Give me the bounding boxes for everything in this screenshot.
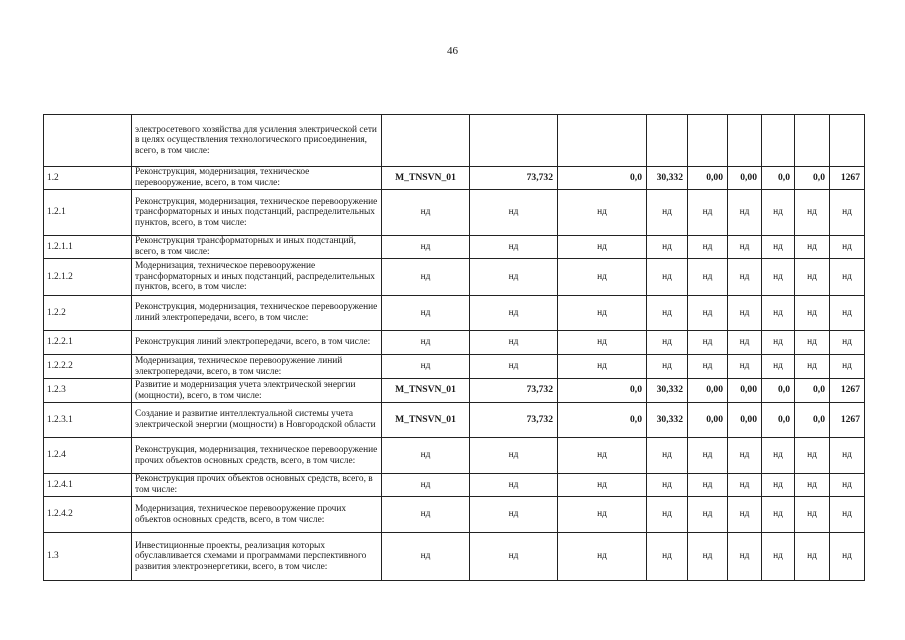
value-cell: 0,00	[728, 403, 762, 438]
value-cell: нд	[830, 474, 865, 497]
value-cell: нд	[558, 474, 647, 497]
row-code-cell: 1.2.2.1	[44, 331, 132, 355]
value-cell: нд	[688, 438, 728, 474]
value-cell: 1267	[830, 167, 865, 190]
value-cell: 0,0	[558, 403, 647, 438]
value-cell: нд	[470, 355, 558, 379]
table-row	[44, 438, 865, 474]
row-code-cell: 1.2.1.1	[44, 236, 132, 259]
value-cell: нд	[382, 259, 470, 296]
value-cell: нд	[558, 438, 647, 474]
value-cell	[688, 115, 728, 167]
row-name-cell: Реконструкция прочих объектов основных средств, всего, в том числе:	[132, 474, 382, 497]
row-code-cell: 1.2.1	[44, 190, 132, 236]
row-name-cell: Модернизация, техническое перевооружение трансформаторных и иных подстанций, распределительных пунктов, всего, в том числе:	[132, 259, 382, 296]
value-cell: нд	[762, 190, 795, 236]
value-cell: нд	[762, 296, 795, 331]
value-cell: нд	[762, 474, 795, 497]
value-cell: нд	[795, 296, 830, 331]
value-cell: нд	[830, 331, 865, 355]
table-row	[44, 259, 865, 296]
row-code-cell: 1.2.3.1	[44, 403, 132, 438]
row-name-cell: Реконструкция, модернизация, техническое перевооружение линий электропередачи, всего, в том числе:	[132, 296, 382, 331]
table-body	[44, 115, 865, 581]
value-cell: нд	[728, 438, 762, 474]
value-cell: нд	[470, 236, 558, 259]
row-name-cell: Инвестиционные проекты, реализация которых обуславливается схемами и программами перспективного развития электроэнергетики, всего, в том числе:	[132, 533, 382, 581]
value-cell: нд	[688, 355, 728, 379]
value-cell: нд	[558, 190, 647, 236]
value-cell: нд	[688, 236, 728, 259]
value-cell: нд	[728, 497, 762, 533]
value-cell: нд	[558, 533, 647, 581]
row-name-cell: Создание и развитие интеллектуальной системы учета электрической энергии (мощности) в Новгородской области	[132, 403, 382, 438]
value-cell: M_TNSVN_01	[382, 167, 470, 190]
value-cell: нд	[647, 497, 688, 533]
value-cell: нд	[470, 190, 558, 236]
value-cell: нд	[795, 355, 830, 379]
value-cell: нд	[382, 497, 470, 533]
value-cell: нд	[470, 474, 558, 497]
value-cell: нд	[830, 533, 865, 581]
value-cell	[470, 115, 558, 167]
value-cell: нд	[382, 438, 470, 474]
row-code-cell: 1.3	[44, 533, 132, 581]
value-cell: нд	[470, 296, 558, 331]
value-cell: 1267	[830, 379, 865, 403]
value-cell: нд	[830, 236, 865, 259]
table-row	[44, 379, 865, 403]
value-cell: нд	[688, 474, 728, 497]
value-cell: 0,0	[558, 379, 647, 403]
value-cell: нд	[558, 355, 647, 379]
value-cell: нд	[728, 296, 762, 331]
table-row	[44, 167, 865, 190]
table-row	[44, 355, 865, 379]
value-cell: нд	[830, 438, 865, 474]
value-cell: 0,0	[762, 403, 795, 438]
row-code-cell: 1.2.2.2	[44, 355, 132, 379]
table-row	[44, 296, 865, 331]
value-cell: нд	[558, 331, 647, 355]
value-cell	[795, 115, 830, 167]
value-cell: нд	[762, 438, 795, 474]
value-cell: нд	[688, 259, 728, 296]
value-cell: M_TNSVN_01	[382, 403, 470, 438]
table-row	[44, 474, 865, 497]
row-code-cell: 1.2.1.2	[44, 259, 132, 296]
value-cell: нд	[795, 190, 830, 236]
value-cell: 30,332	[647, 403, 688, 438]
value-cell: нд	[728, 355, 762, 379]
value-cell: нд	[688, 331, 728, 355]
value-cell: нд	[830, 296, 865, 331]
value-cell: нд	[795, 533, 830, 581]
row-name-cell: Реконструкция, модернизация, техническое перевооружение прочих объектов основных средств, всего, в том числе:	[132, 438, 382, 474]
table-row	[44, 497, 865, 533]
table-row	[44, 115, 865, 167]
value-cell: нд	[647, 331, 688, 355]
value-cell: нд	[762, 331, 795, 355]
value-cell: нд	[762, 355, 795, 379]
row-name-cell: Модернизация, техническое перевооружение прочих объектов основных средств, всего, в том числе:	[132, 497, 382, 533]
table-row	[44, 236, 865, 259]
value-cell: нд	[647, 533, 688, 581]
value-cell: 0,00	[728, 167, 762, 190]
value-cell: нд	[558, 236, 647, 259]
value-cell: нд	[470, 438, 558, 474]
value-cell	[762, 115, 795, 167]
value-cell: нд	[795, 474, 830, 497]
value-cell: нд	[830, 355, 865, 379]
value-cell: нд	[762, 259, 795, 296]
value-cell: нд	[647, 438, 688, 474]
value-cell: 30,332	[647, 167, 688, 190]
value-cell: 0,0	[795, 379, 830, 403]
value-cell: нд	[728, 474, 762, 497]
value-cell: 73,732	[470, 379, 558, 403]
table-row	[44, 403, 865, 438]
value-cell: нд	[762, 533, 795, 581]
value-cell: нд	[688, 190, 728, 236]
value-cell: нд	[830, 259, 865, 296]
value-cell: M_TNSVN_01	[382, 379, 470, 403]
value-cell: нд	[382, 474, 470, 497]
row-code-cell: 1.2.3	[44, 379, 132, 403]
value-cell: нд	[728, 533, 762, 581]
value-cell: нд	[647, 190, 688, 236]
value-cell	[647, 115, 688, 167]
value-cell: нд	[382, 296, 470, 331]
value-cell: нд	[762, 236, 795, 259]
value-cell: 0,0	[558, 167, 647, 190]
value-cell: 0,0	[762, 379, 795, 403]
value-cell: нд	[688, 497, 728, 533]
value-cell: нд	[830, 190, 865, 236]
value-cell: нд	[382, 355, 470, 379]
value-cell: нд	[688, 533, 728, 581]
row-code-cell: 1.2.4	[44, 438, 132, 474]
value-cell: нд	[728, 190, 762, 236]
value-cell: нд	[647, 355, 688, 379]
value-cell: нд	[470, 259, 558, 296]
row-name-cell: Реконструкция, модернизация, техническое перевооружение трансформаторных и иных подстанций, распределительных пунктов, всего, в том числе:	[132, 190, 382, 236]
value-cell	[382, 115, 470, 167]
table-row	[44, 331, 865, 355]
table-row	[44, 533, 865, 581]
value-cell: нд	[382, 190, 470, 236]
value-cell: нд	[558, 296, 647, 331]
value-cell: 0,00	[688, 403, 728, 438]
table-row	[44, 190, 865, 236]
value-cell	[830, 115, 865, 167]
value-cell: нд	[795, 331, 830, 355]
value-cell: нд	[688, 296, 728, 331]
value-cell: нд	[470, 533, 558, 581]
value-cell: 73,732	[470, 403, 558, 438]
value-cell	[728, 115, 762, 167]
value-cell	[558, 115, 647, 167]
row-code-cell	[44, 115, 132, 167]
value-cell: нд	[728, 236, 762, 259]
value-cell: нд	[558, 497, 647, 533]
value-cell: нд	[558, 259, 647, 296]
value-cell: 73,732	[470, 167, 558, 190]
value-cell: нд	[382, 331, 470, 355]
value-cell: нд	[728, 259, 762, 296]
value-cell: 1267	[830, 403, 865, 438]
value-cell: нд	[795, 236, 830, 259]
value-cell: нд	[647, 236, 688, 259]
row-code-cell: 1.2.4.1	[44, 474, 132, 497]
value-cell: нд	[830, 497, 865, 533]
value-cell: 0,00	[728, 379, 762, 403]
row-code-cell: 1.2	[44, 167, 132, 190]
value-cell: 0,00	[688, 379, 728, 403]
row-name-cell: Развитие и модернизация учета электрической энергии (мощности), всего, в том числе:	[132, 379, 382, 403]
row-name-cell: Реконструкция трансформаторных и иных подстанций, всего, в том числе:	[132, 236, 382, 259]
value-cell: нд	[795, 259, 830, 296]
value-cell: нд	[470, 497, 558, 533]
row-name-cell: электросетевого хозяйства для усиления электрической сети в целях осуществления технологического присоединения, всего, в том числе:	[132, 115, 382, 167]
row-name-cell: Реконструкция, модернизация, техническое перевооружение, всего, в том числе:	[132, 167, 382, 190]
row-code-cell: 1.2.2	[44, 296, 132, 331]
row-name-cell: Модернизация, техническое перевооружение линий электропередачи, всего, в том числе:	[132, 355, 382, 379]
value-cell: нд	[470, 331, 558, 355]
value-cell: 0,00	[688, 167, 728, 190]
row-name-cell: Реконструкция линий электропередачи, всего, в том числе:	[132, 331, 382, 355]
value-cell: нд	[795, 438, 830, 474]
value-cell: 30,332	[647, 379, 688, 403]
value-cell: нд	[647, 259, 688, 296]
value-cell: нд	[647, 474, 688, 497]
value-cell: 0,0	[762, 167, 795, 190]
value-cell: нд	[795, 497, 830, 533]
value-cell: 0,0	[795, 167, 830, 190]
value-cell: нд	[728, 331, 762, 355]
page-number: 46	[447, 45, 458, 57]
value-cell: нд	[382, 533, 470, 581]
investment-table	[43, 114, 865, 581]
value-cell: нд	[762, 497, 795, 533]
value-cell: нд	[382, 236, 470, 259]
value-cell: 0,0	[795, 403, 830, 438]
row-code-cell: 1.2.4.2	[44, 497, 132, 533]
value-cell: нд	[647, 296, 688, 331]
